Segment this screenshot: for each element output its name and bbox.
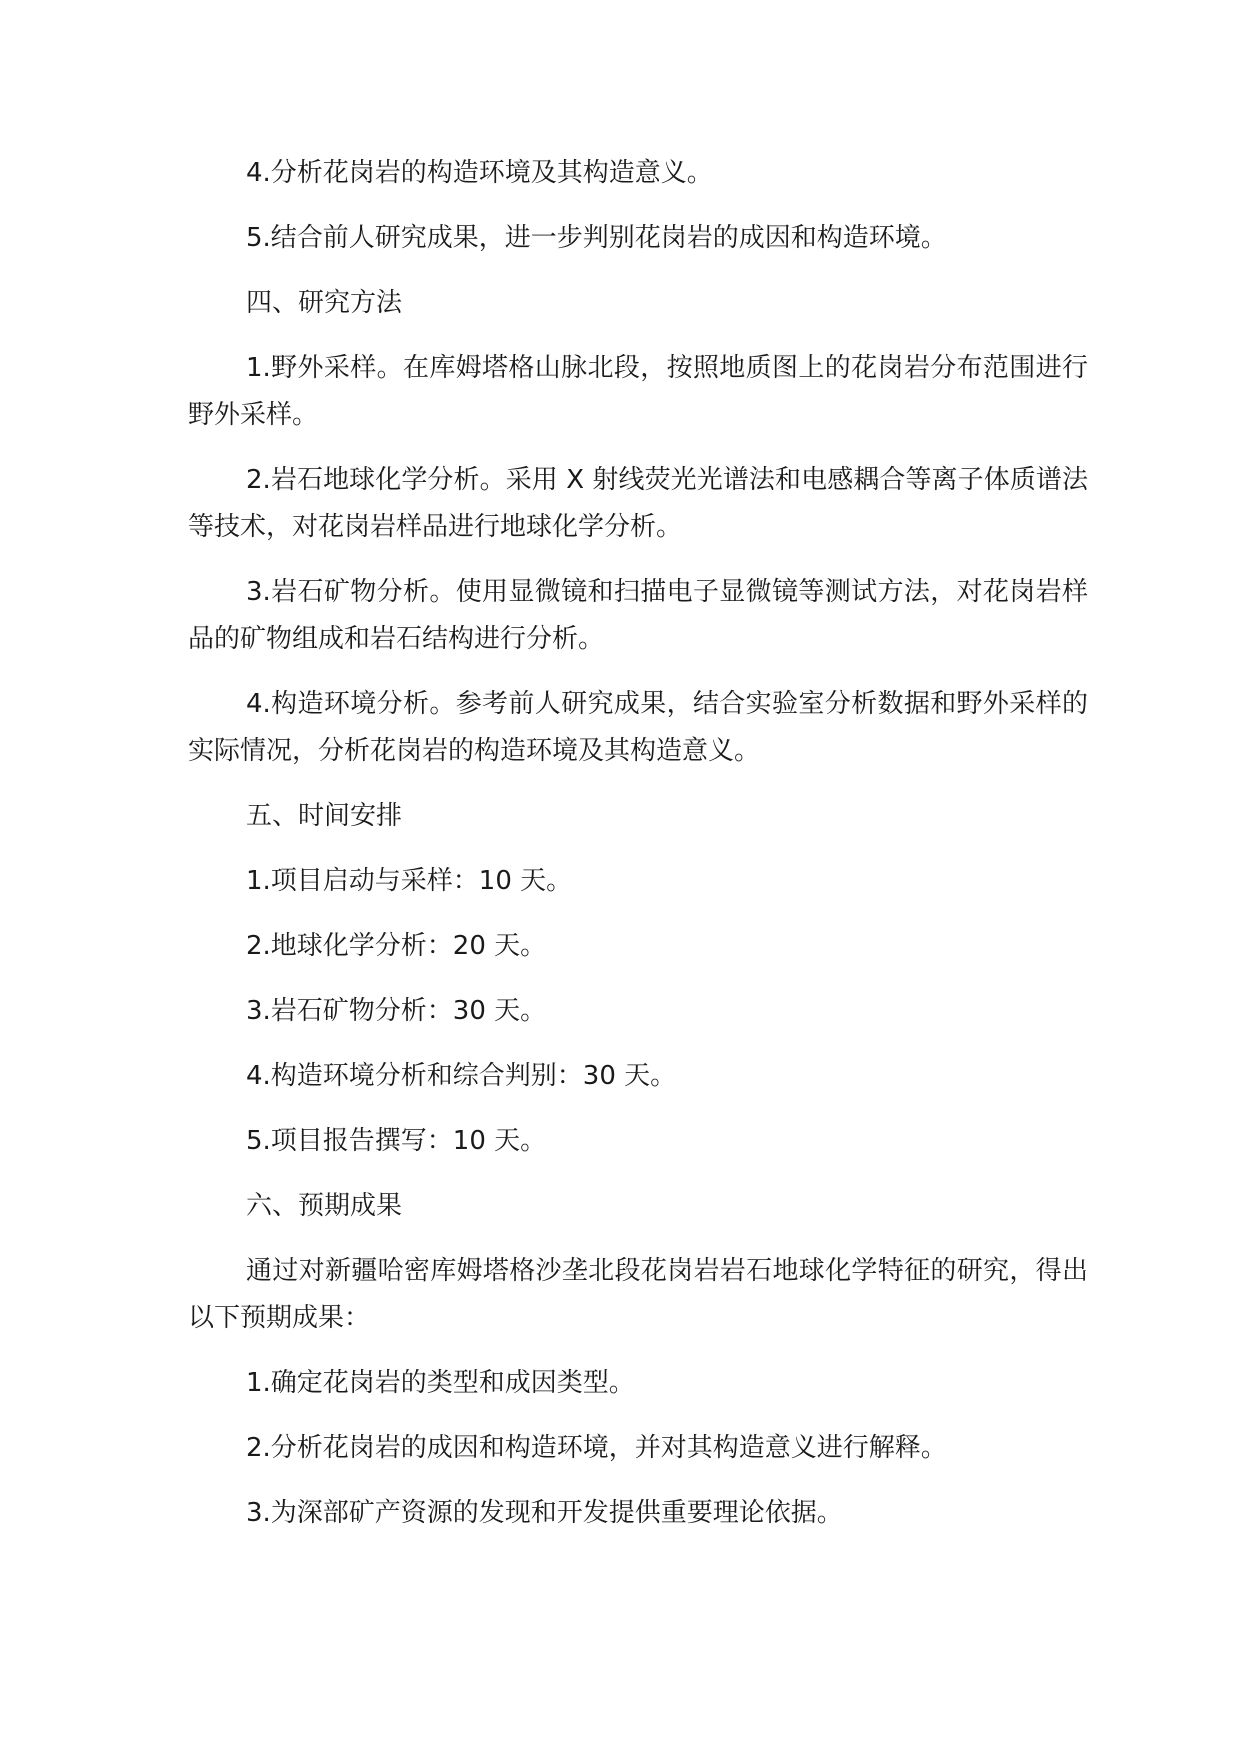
list-item: 2.地球化学分析：20 天。: [246, 931, 547, 961]
list-item: 2.岩石地球化学分析。采用 X 射线荧光光谱法和电感耦合等离子体质谱法等技术，对花岗岩样品进行地球化学分析。: [188, 465, 1088, 542]
list-item: 3.为深部矿产资源的发现和开发提供重要理论依据。: [246, 1498, 843, 1528]
list-item: 1.确定花岗岩的类型和成因类型。: [246, 1368, 635, 1398]
list-item: 4.构造环境分析。参考前人研究成果，结合实验室分析数据和野外采样的实际情况，分析花岗岩的构造环境及其构造意义。: [188, 689, 1088, 766]
list-item: 1.项目启动与采样：10 天。: [246, 866, 573, 896]
list-item: 4.构造环境分析和综合判别：30 天。: [246, 1061, 677, 1091]
list-item: 3.岩石矿物分析。使用显微镜和扫描电子显微镜等测试方法，对花岗岩样品的矿物组成和岩石结构进行分析。: [188, 577, 1088, 654]
section-heading: 五、时间安排: [246, 801, 403, 831]
list-item: 2.分析花岗岩的成因和构造环境，并对其构造意义进行解释。: [246, 1433, 947, 1463]
list-item: 5.项目报告撰写：10 天。: [246, 1126, 547, 1156]
section-heading: 四、研究方法: [246, 288, 403, 318]
list-item: 5.结合前人研究成果，进一步判别花岗岩的成因和构造环境。: [246, 223, 947, 253]
document-body: [188, 150, 1088, 1555]
paragraph: 通过对新疆哈密库姆塔格沙垄北段花岗岩岩石地球化学特征的研究，得出以下预期成果：: [188, 1256, 1088, 1333]
section-heading: 六、预期成果: [246, 1191, 403, 1221]
list-item: 3.岩石矿物分析：30 天。: [246, 996, 547, 1026]
list-item: 1.野外采样。在库姆塔格山脉北段，按照地质图上的花岗岩分布范围进行野外采样。: [188, 353, 1088, 430]
list-item: 4.分析花岗岩的构造环境及其构造意义。: [246, 158, 713, 188]
